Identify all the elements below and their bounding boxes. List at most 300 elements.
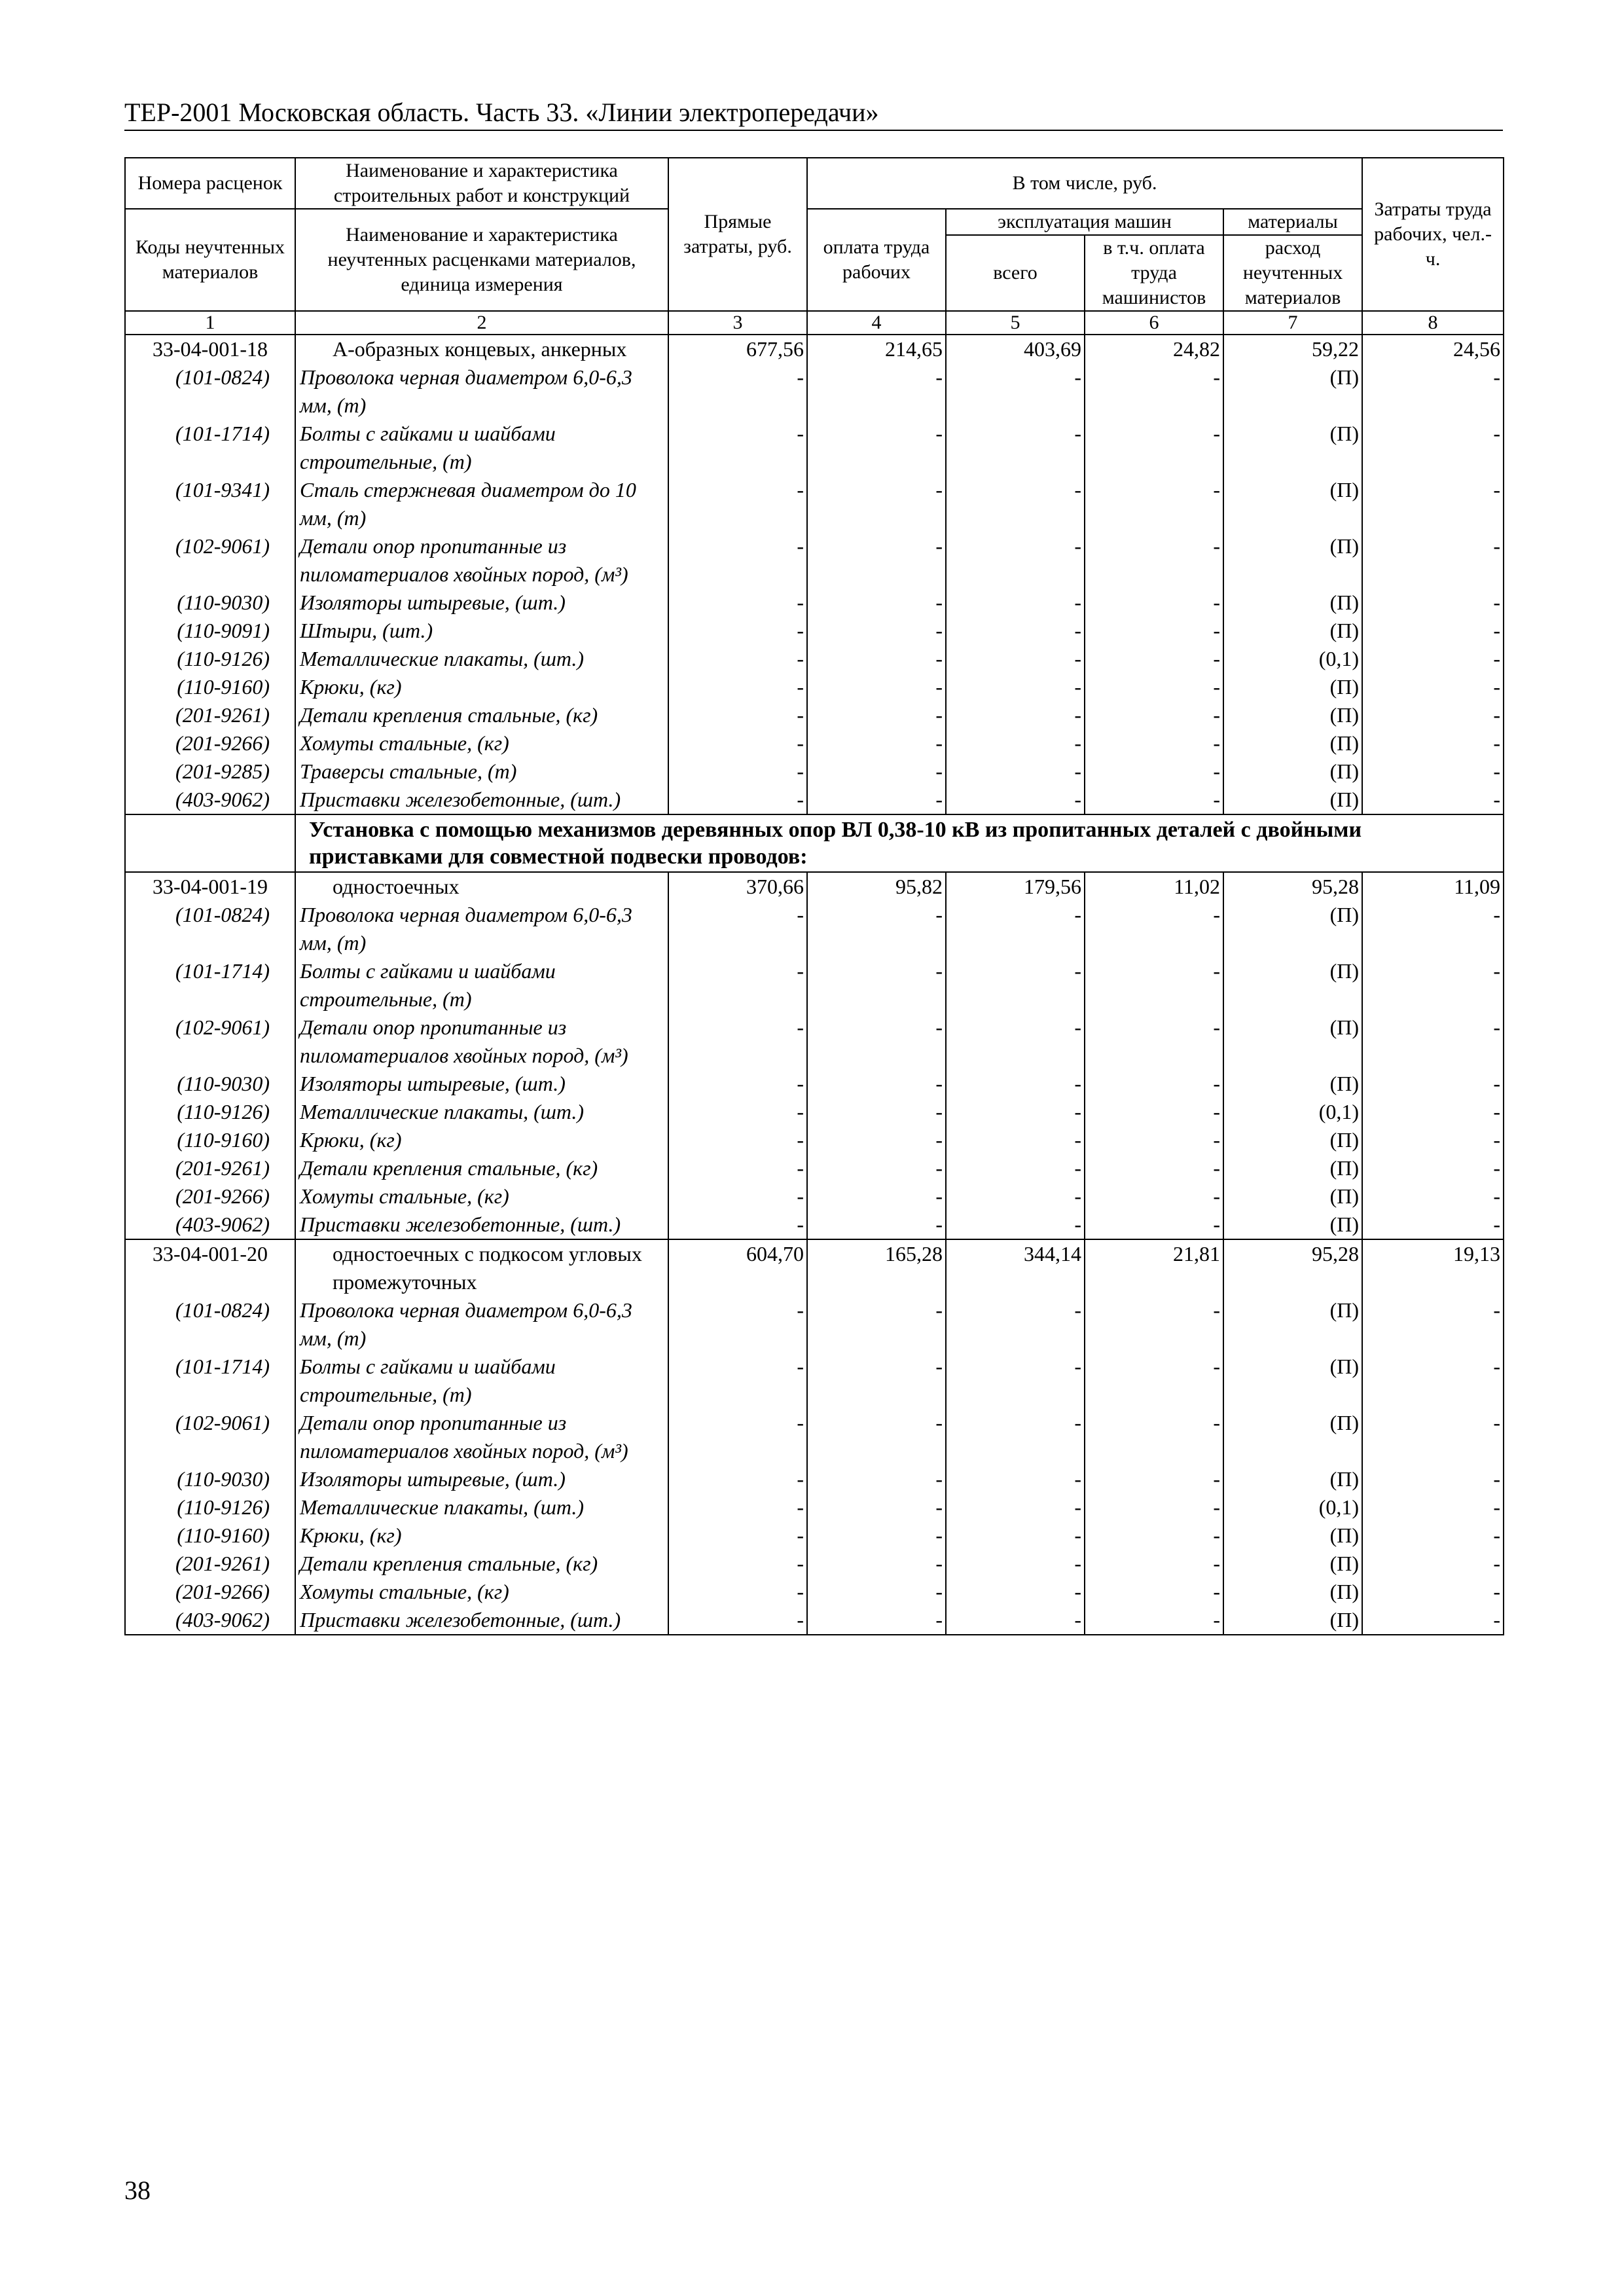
material-value: - — [1085, 1126, 1223, 1154]
material-value: - — [1362, 1550, 1504, 1578]
material-row — [125, 957, 1504, 1013]
material-value: - — [1085, 1013, 1223, 1070]
material-value: - — [807, 645, 946, 673]
material-value: - — [1362, 729, 1504, 757]
material-value: (П) — [1223, 1353, 1362, 1409]
material-value: - — [946, 729, 1085, 757]
material-name: Изоляторы штыревые, (шт.) — [295, 1465, 668, 1493]
material-code: (101-1714) — [125, 957, 295, 1013]
material-value: - — [1362, 957, 1504, 1013]
rate-value: 179,56 — [946, 872, 1085, 901]
material-value: (П) — [1223, 363, 1362, 420]
material-name: Приставки железобетонные, (шт.) — [295, 786, 668, 814]
material-value: (П) — [1223, 957, 1362, 1013]
material-code: (101-9341) — [125, 476, 295, 532]
material-row — [125, 363, 1504, 420]
col2-bottom-header: Наименование и характеристика неучтенных расценками материалов, единица измерения — [295, 209, 668, 311]
material-value: - — [1362, 1098, 1504, 1126]
material-value: (П) — [1223, 1182, 1362, 1211]
materials-header: материалы — [1223, 209, 1362, 235]
rate-value: 403,69 — [946, 335, 1085, 363]
material-value: - — [1362, 1182, 1504, 1211]
material-value: - — [1085, 363, 1223, 420]
rate-name: одностоечных с подкосом угловых промежуточных — [295, 1239, 668, 1296]
material-value: (П) — [1223, 757, 1362, 786]
col2-top-header: Наименование и характеристика строительных работ и конструкций — [295, 158, 668, 209]
material-row — [125, 617, 1504, 645]
material-row — [125, 1013, 1504, 1070]
material-value: - — [807, 729, 946, 757]
material-code: (102-9061) — [125, 1013, 295, 1070]
rate-value: 21,81 — [1085, 1239, 1223, 1296]
material-value: (П) — [1223, 420, 1362, 476]
material-value: (П) — [1223, 1013, 1362, 1070]
header-rule — [124, 130, 1503, 131]
material-value: - — [807, 617, 946, 645]
material-value: - — [1362, 1578, 1504, 1606]
material-value: - — [1362, 1353, 1504, 1409]
material-value: - — [1085, 1296, 1223, 1353]
material-value: - — [946, 1013, 1085, 1070]
material-value: - — [946, 617, 1085, 645]
material-value: (П) — [1223, 1550, 1362, 1578]
material-value: (П) — [1223, 589, 1362, 617]
material-value: - — [807, 1154, 946, 1182]
material-row — [125, 1154, 1504, 1182]
column-number: 1 — [125, 311, 295, 335]
column-number: 4 — [807, 311, 946, 335]
material-code: (201-9261) — [125, 1154, 295, 1182]
material-code: (403-9062) — [125, 786, 295, 814]
material-name: Детали крепления стальные, (кг) — [295, 1154, 668, 1182]
material-code: (101-1714) — [125, 420, 295, 476]
material-code: (201-9266) — [125, 729, 295, 757]
material-value: - — [1085, 1182, 1223, 1211]
rate-code: 33-04-001-19 — [125, 872, 295, 901]
material-value: - — [1362, 363, 1504, 420]
material-code: (102-9061) — [125, 1409, 295, 1465]
column-number: 7 — [1223, 311, 1362, 335]
material-value: - — [668, 1493, 807, 1522]
material-code: (110-9160) — [125, 1522, 295, 1550]
material-row — [125, 1550, 1504, 1578]
material-value: - — [668, 1606, 807, 1635]
material-value: - — [946, 757, 1085, 786]
rate-code: 33-04-001-20 — [125, 1239, 295, 1296]
material-value: - — [807, 757, 946, 786]
material-value: - — [1085, 589, 1223, 617]
material-value: - — [1085, 701, 1223, 729]
material-value: - — [1085, 1409, 1223, 1465]
material-value: - — [946, 1578, 1085, 1606]
material-value: - — [807, 1550, 946, 1578]
material-name: Хомуты стальные, (кг) — [295, 1578, 668, 1606]
material-value: - — [668, 1550, 807, 1578]
material-code: (110-9091) — [125, 617, 295, 645]
material-row — [125, 701, 1504, 729]
material-value: (П) — [1223, 701, 1362, 729]
material-name: Болты с гайками и шайбами строительные, (т) — [295, 957, 668, 1013]
material-value: - — [668, 1465, 807, 1493]
material-value: - — [946, 420, 1085, 476]
material-name: Изоляторы штыревые, (шт.) — [295, 1070, 668, 1098]
material-code: (101-1714) — [125, 1353, 295, 1409]
material-value: - — [668, 1353, 807, 1409]
material-name: Приставки железобетонные, (шт.) — [295, 1606, 668, 1635]
labor-hours-header: Затраты труда рабочих, чел.-ч. — [1362, 158, 1504, 311]
material-code: (110-9126) — [125, 1493, 295, 1522]
material-row — [125, 1296, 1504, 1353]
material-value: (0,1) — [1223, 1493, 1362, 1522]
material-value: - — [1362, 1606, 1504, 1635]
material-value: - — [668, 1070, 807, 1098]
material-value: - — [1085, 1606, 1223, 1635]
material-row — [125, 1606, 1504, 1635]
material-value: - — [1085, 901, 1223, 957]
material-value: - — [807, 701, 946, 729]
material-code: (101-0824) — [125, 901, 295, 957]
material-value: - — [668, 1154, 807, 1182]
rate-value: 11,09 — [1362, 872, 1504, 901]
material-row — [125, 901, 1504, 957]
material-row — [125, 532, 1504, 589]
rates-table — [124, 157, 1504, 1635]
material-name: Крюки, (кг) — [295, 1522, 668, 1550]
material-value: - — [668, 1409, 807, 1465]
rate-row — [125, 335, 1504, 363]
material-value: - — [946, 589, 1085, 617]
material-value: - — [1362, 901, 1504, 957]
material-value: - — [668, 363, 807, 420]
material-name: Сталь стержневая диаметром до 10 мм, (т) — [295, 476, 668, 532]
material-value: - — [1085, 1465, 1223, 1493]
material-value: - — [946, 1296, 1085, 1353]
rate-value: 19,13 — [1362, 1239, 1504, 1296]
material-value: - — [1085, 1070, 1223, 1098]
material-value: - — [1085, 786, 1223, 814]
material-value: - — [1085, 1550, 1223, 1578]
material-value: - — [946, 1126, 1085, 1154]
material-code: (110-9160) — [125, 673, 295, 701]
material-name: Крюки, (кг) — [295, 673, 668, 701]
material-value: - — [946, 1182, 1085, 1211]
material-code: (110-9160) — [125, 1126, 295, 1154]
material-code: (110-9030) — [125, 1465, 295, 1493]
material-code: (110-9030) — [125, 589, 295, 617]
operator-pay-header: в т.ч. оплата труда машинистов — [1085, 235, 1223, 311]
material-value: - — [1085, 1522, 1223, 1550]
material-name: Крюки, (кг) — [295, 1126, 668, 1154]
material-value: - — [1362, 1013, 1504, 1070]
material-name: Детали опор пропитанные из пиломатериалов хвойных пород, (м³) — [295, 1409, 668, 1465]
material-value: (П) — [1223, 1211, 1362, 1239]
material-name: Болты с гайками и шайбами строительные, (т) — [295, 420, 668, 476]
rate-value: 24,82 — [1085, 335, 1223, 363]
material-value: (П) — [1223, 786, 1362, 814]
material-value: - — [946, 786, 1085, 814]
material-name: Металлические плакаты, (шт.) — [295, 1493, 668, 1522]
material-value: - — [1085, 729, 1223, 757]
material-value: - — [1362, 1211, 1504, 1239]
material-value: - — [807, 1522, 946, 1550]
material-value: - — [668, 786, 807, 814]
material-code: (110-9030) — [125, 1070, 295, 1098]
material-value: (П) — [1223, 1154, 1362, 1182]
material-value: - — [1362, 1126, 1504, 1154]
material-code: (403-9062) — [125, 1606, 295, 1635]
material-row — [125, 673, 1504, 701]
material-value: - — [807, 420, 946, 476]
material-value: - — [807, 1182, 946, 1211]
material-value: - — [1362, 1493, 1504, 1522]
table-head — [125, 158, 1504, 335]
material-value: - — [1362, 645, 1504, 673]
material-value: - — [1085, 476, 1223, 532]
material-value: - — [807, 1070, 946, 1098]
column-number: 5 — [946, 311, 1085, 335]
material-value: (0,1) — [1223, 645, 1362, 673]
material-value: - — [946, 645, 1085, 673]
material-value: - — [668, 729, 807, 757]
material-name: Детали опор пропитанные из пиломатериалов хвойных пород, (м³) — [295, 532, 668, 589]
rate-row — [125, 1239, 1504, 1296]
material-value: - — [1362, 757, 1504, 786]
material-value: - — [807, 1126, 946, 1154]
material-value: - — [946, 957, 1085, 1013]
material-code: (102-9061) — [125, 532, 295, 589]
rate-value: 11,02 — [1085, 872, 1223, 901]
material-value: - — [946, 1409, 1085, 1465]
material-value: - — [668, 1578, 807, 1606]
material-value: - — [807, 901, 946, 957]
material-value: (П) — [1223, 476, 1362, 532]
worker-pay-header: оплата труда рабочих — [807, 209, 946, 311]
material-value: - — [1085, 645, 1223, 673]
material-value: - — [946, 1465, 1085, 1493]
rate-value: 59,22 — [1223, 335, 1362, 363]
material-value: - — [807, 786, 946, 814]
material-value: - — [946, 1550, 1085, 1578]
material-value: - — [807, 1296, 946, 1353]
column-number: 8 — [1362, 311, 1504, 335]
material-row — [125, 1493, 1504, 1522]
rate-value: 24,56 — [1362, 335, 1504, 363]
material-value: - — [807, 1098, 946, 1126]
including-header: В том числе, руб. — [807, 158, 1362, 209]
table-body — [125, 335, 1504, 1635]
material-value: - — [668, 901, 807, 957]
material-value: - — [807, 1578, 946, 1606]
material-value: - — [668, 1126, 807, 1154]
material-value: - — [807, 1606, 946, 1635]
material-value: - — [946, 701, 1085, 729]
material-row — [125, 1353, 1504, 1409]
material-row — [125, 1211, 1504, 1239]
column-number: 6 — [1085, 311, 1223, 335]
material-value: - — [668, 476, 807, 532]
material-code: (201-9266) — [125, 1182, 295, 1211]
material-value: - — [1362, 532, 1504, 589]
material-value: (П) — [1223, 729, 1362, 757]
material-value: - — [946, 1606, 1085, 1635]
material-value: (П) — [1223, 673, 1362, 701]
material-code: (201-9266) — [125, 1578, 295, 1606]
material-value: - — [946, 673, 1085, 701]
material-value: - — [946, 1098, 1085, 1126]
material-value: - — [668, 645, 807, 673]
rate-value: 95,28 — [1223, 1239, 1362, 1296]
material-code: (101-0824) — [125, 1296, 295, 1353]
material-value: - — [807, 1493, 946, 1522]
material-value: - — [807, 1409, 946, 1465]
material-value: - — [1085, 1211, 1223, 1239]
material-value: - — [1362, 1522, 1504, 1550]
material-value: - — [807, 363, 946, 420]
material-value: - — [1362, 476, 1504, 532]
machines-total-header: всего — [946, 235, 1085, 311]
rate-value: 95,28 — [1223, 872, 1362, 901]
material-value: - — [946, 1522, 1085, 1550]
material-row — [125, 1070, 1504, 1098]
material-name: Траверсы стальные, (т) — [295, 757, 668, 786]
material-name: Проволока черная диаметром 6,0-6,3 мм, (т) — [295, 1296, 668, 1353]
material-value: - — [668, 957, 807, 1013]
material-value: - — [1085, 1578, 1223, 1606]
page-number: 38 — [124, 2176, 151, 2205]
material-code: (110-9126) — [125, 1098, 295, 1126]
material-value: - — [807, 957, 946, 1013]
rate-value: 95,82 — [807, 872, 946, 901]
material-value: - — [1085, 1098, 1223, 1126]
section-spacer — [125, 814, 295, 872]
material-value: - — [946, 901, 1085, 957]
col1-top-header: Номера расценок — [125, 158, 295, 209]
section-heading: Установка с помощью механизмов деревянных опор ВЛ 0,38-10 кВ из пропитанных деталей с двойными приставками для совместной подвески проводов: — [295, 814, 1504, 872]
material-value: - — [946, 1353, 1085, 1409]
material-value: (П) — [1223, 1126, 1362, 1154]
material-value: - — [668, 532, 807, 589]
material-value: - — [946, 476, 1085, 532]
material-value: (П) — [1223, 1070, 1362, 1098]
material-row — [125, 645, 1504, 673]
material-value: - — [668, 589, 807, 617]
material-value: - — [807, 476, 946, 532]
material-value: - — [1085, 957, 1223, 1013]
material-value: - — [668, 420, 807, 476]
material-value: - — [668, 1013, 807, 1070]
material-name: Металлические плакаты, (шт.) — [295, 1098, 668, 1126]
column-numbers-row — [125, 311, 1504, 335]
material-value: - — [946, 532, 1085, 589]
material-value: - — [668, 1211, 807, 1239]
material-code: (201-9261) — [125, 701, 295, 729]
material-value: - — [1085, 673, 1223, 701]
material-value: - — [807, 532, 946, 589]
material-value: (П) — [1223, 1578, 1362, 1606]
material-code: (201-9285) — [125, 757, 295, 786]
material-row — [125, 1578, 1504, 1606]
material-value: - — [1085, 1493, 1223, 1522]
material-value: - — [1085, 1154, 1223, 1182]
material-name: Проволока черная диаметром 6,0-6,3 мм, (т) — [295, 363, 668, 420]
material-value: - — [807, 589, 946, 617]
rate-value: 214,65 — [807, 335, 946, 363]
rate-name: А-образных концевых, анкерных — [295, 335, 668, 363]
material-name: Проволока черная диаметром 6,0-6,3 мм, (т) — [295, 901, 668, 957]
machines-header: эксплуатация машин — [946, 209, 1223, 235]
material-value: - — [1085, 617, 1223, 645]
material-name: Детали крепления стальные, (кг) — [295, 1550, 668, 1578]
materials-usage-header: расход неучтенных материалов — [1223, 235, 1362, 311]
material-value: (П) — [1223, 532, 1362, 589]
material-name: Металлические плакаты, (шт.) — [295, 645, 668, 673]
material-value: (0,1) — [1223, 1098, 1362, 1126]
material-row — [125, 757, 1504, 786]
material-value: - — [668, 1522, 807, 1550]
material-value: - — [946, 1154, 1085, 1182]
material-row — [125, 1409, 1504, 1465]
material-value: (П) — [1223, 1409, 1362, 1465]
rate-value: 165,28 — [807, 1239, 946, 1296]
material-value: - — [1085, 532, 1223, 589]
material-code: (101-0824) — [125, 363, 295, 420]
material-value: - — [668, 617, 807, 645]
material-value: - — [1362, 701, 1504, 729]
material-row — [125, 1522, 1504, 1550]
column-number: 3 — [668, 311, 807, 335]
material-value: - — [807, 673, 946, 701]
material-row — [125, 729, 1504, 757]
material-code: (403-9062) — [125, 1211, 295, 1239]
material-name: Детали крепления стальные, (кг) — [295, 701, 668, 729]
material-value: - — [668, 701, 807, 729]
material-value: - — [1362, 786, 1504, 814]
material-value: - — [1362, 1296, 1504, 1353]
col1-bottom-header: Коды неучтенных материалов — [125, 209, 295, 311]
material-row — [125, 589, 1504, 617]
material-value: (П) — [1223, 1522, 1362, 1550]
material-row — [125, 786, 1504, 814]
material-row — [125, 1098, 1504, 1126]
material-value: (П) — [1223, 1606, 1362, 1635]
material-value: - — [668, 673, 807, 701]
material-row — [125, 1465, 1504, 1493]
material-value: (П) — [1223, 901, 1362, 957]
material-row — [125, 420, 1504, 476]
material-name: Штыри, (шт.) — [295, 617, 668, 645]
material-value: - — [946, 1493, 1085, 1522]
rate-value: 604,70 — [668, 1239, 807, 1296]
material-row — [125, 476, 1504, 532]
direct-cost-header: Прямые затраты, руб. — [668, 158, 807, 311]
rate-value: 677,56 — [668, 335, 807, 363]
material-value: - — [1085, 420, 1223, 476]
material-name: Хомуты стальные, (кг) — [295, 729, 668, 757]
material-code: (110-9126) — [125, 645, 295, 673]
material-value: - — [1362, 589, 1504, 617]
material-value: - — [668, 1296, 807, 1353]
material-value: (П) — [1223, 1465, 1362, 1493]
material-value: - — [807, 1465, 946, 1493]
material-row — [125, 1126, 1504, 1154]
running-title: ТЕР-2001 Московская область. Часть 33. «Линии электропередачи» — [124, 98, 879, 127]
material-value: (П) — [1223, 1296, 1362, 1353]
material-value: - — [807, 1013, 946, 1070]
material-value: - — [1362, 1070, 1504, 1098]
material-value: - — [1362, 1154, 1504, 1182]
material-name: Болты с гайками и шайбами строительные, (т) — [295, 1353, 668, 1409]
material-name: Хомуты стальные, (кг) — [295, 1182, 668, 1211]
